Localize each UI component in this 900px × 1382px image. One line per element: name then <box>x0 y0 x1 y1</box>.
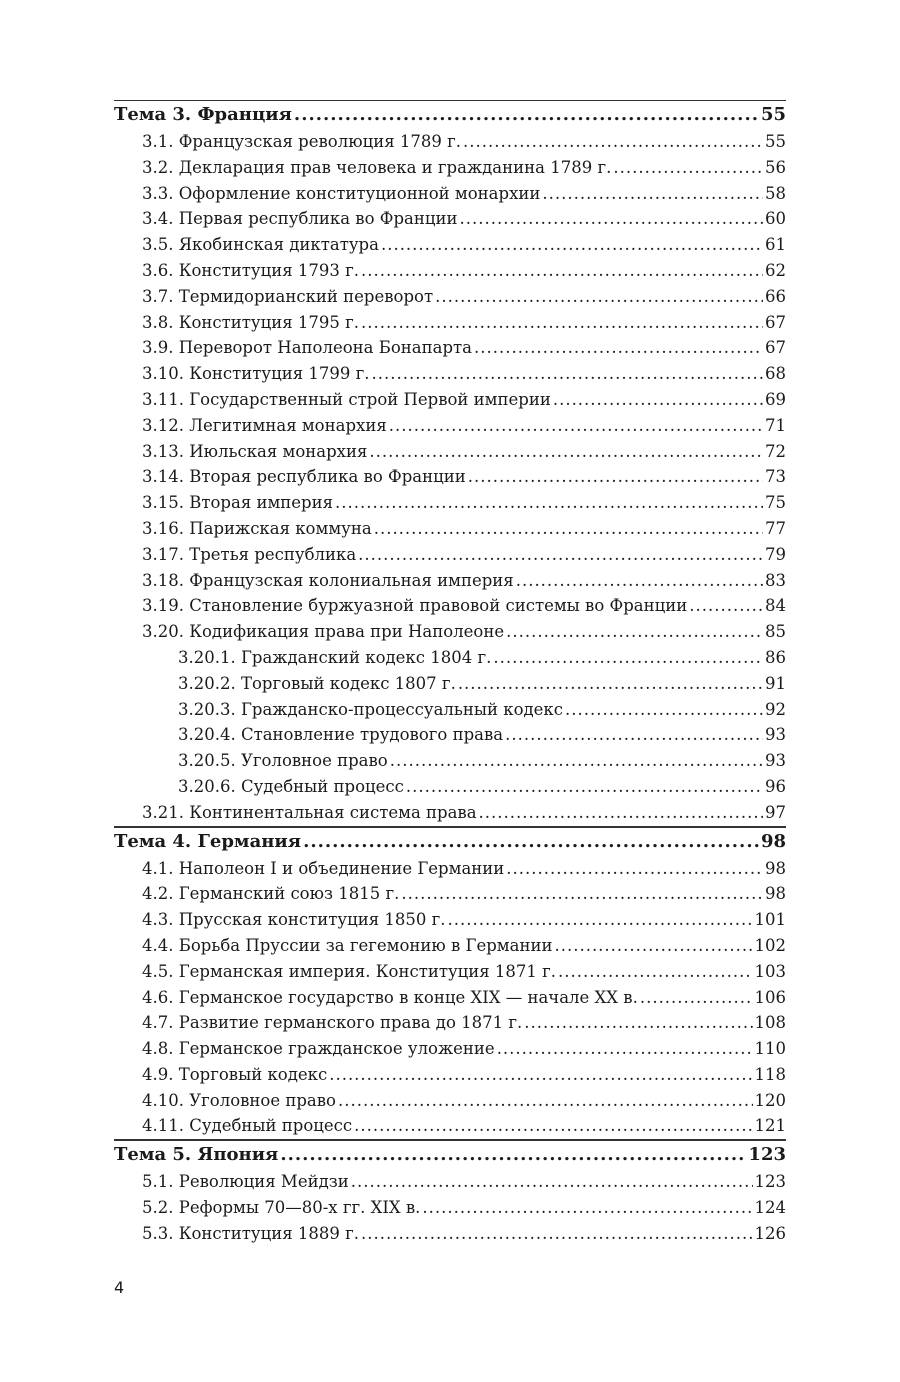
dot-leader <box>459 206 763 232</box>
dot-leader <box>493 645 763 671</box>
toc-topic-title: Тема 5. Япония <box>114 1144 279 1166</box>
toc-entry-page: 103 <box>754 961 786 981</box>
dot-leader <box>474 335 763 361</box>
toc-entry-title: 4.7. Развитие германского права до 1871 г. <box>142 1013 523 1033</box>
toc-entry-page: 124 <box>754 1198 786 1218</box>
dot-leader <box>463 129 763 155</box>
toc-topic-page: 98 <box>760 830 786 852</box>
dot-leader <box>374 516 763 542</box>
toc-topic-title: Тема 4. Германия <box>114 830 302 852</box>
toc-entry-title: 3.20. Кодификация права при Наполеоне <box>142 622 505 642</box>
toc-entry-title: 3.5. Якобинская диктатура <box>142 235 379 255</box>
dot-leader <box>435 284 763 310</box>
toc-entry[interactable] <box>114 413 786 439</box>
toc-entry-title: 4.6. Германское государство в конце XIX — начале XX в. <box>142 987 638 1007</box>
toc-entry-page: 67 <box>765 312 786 332</box>
toc-entry[interactable] <box>114 516 786 542</box>
dot-leader <box>497 1036 753 1062</box>
toc-entry-page: 91 <box>765 673 786 693</box>
toc-entry-title: 4.8. Германское гражданское уложение <box>142 1039 495 1059</box>
toc-entry-page: 71 <box>765 415 786 435</box>
toc-entry-page: 56 <box>765 157 786 177</box>
toc-entry-page: 84 <box>765 596 786 616</box>
toc-entry-title: 3.20.1. Гражданский кодекс 1804 г. <box>178 647 492 667</box>
dot-leader <box>361 310 763 336</box>
toc-entry[interactable] <box>114 1195 786 1221</box>
toc-entry-page: 98 <box>765 858 786 878</box>
dot-leader <box>689 593 763 619</box>
toc-entry-page: 93 <box>765 751 786 771</box>
toc-entry-title: 4.9. Торговый кодекс <box>142 1064 328 1084</box>
dot-leader <box>361 1221 752 1247</box>
toc-entry-page: 97 <box>765 802 786 822</box>
table-of-contents <box>114 100 786 1247</box>
toc-entry[interactable] <box>114 907 786 933</box>
toc-entry-page: 73 <box>765 467 786 487</box>
toc-entry[interactable] <box>114 722 786 748</box>
toc-entry[interactable] <box>114 568 786 594</box>
toc-entry-title: 4.4. Борьба Пруссии за гегемонию в Германии <box>142 935 553 955</box>
toc-entry[interactable] <box>114 155 786 181</box>
toc-entry-title: 3.14. Вторая республика во Франции <box>142 467 466 487</box>
toc-entry-title: 3.20.2. Торговый кодекс 1807 г. <box>178 673 456 693</box>
dot-leader <box>468 464 763 490</box>
toc-entry-page: 110 <box>754 1039 786 1059</box>
toc-entry-page: 79 <box>765 544 786 564</box>
toc-entry-page: 96 <box>765 776 786 796</box>
toc-entry-page: 85 <box>765 622 786 642</box>
toc-entry[interactable] <box>114 933 786 959</box>
toc-entry[interactable] <box>114 959 786 985</box>
dot-leader <box>390 748 763 774</box>
dot-leader <box>372 361 763 387</box>
toc-entry-title: 3.17. Третья республика <box>142 544 357 564</box>
dot-leader <box>505 722 763 748</box>
toc-entry-page: 62 <box>765 260 786 280</box>
dot-leader <box>381 232 763 258</box>
toc-entry[interactable] <box>114 284 786 310</box>
dot-leader <box>613 155 763 181</box>
toc-entry-page: 106 <box>754 987 786 1007</box>
toc-entry-title: 3.19. Становление буржуазной правовой системы во Франции <box>142 596 688 616</box>
toc-entry[interactable] <box>114 697 786 723</box>
dot-leader <box>506 856 763 882</box>
toc-topic-page: 55 <box>760 104 786 125</box>
dot-leader <box>351 1169 753 1195</box>
toc-entry-page: 66 <box>765 286 786 306</box>
toc-entry[interactable] <box>114 1221 786 1247</box>
dot-leader <box>354 1113 752 1139</box>
toc-entry-title: 3.21. Континентальная система права <box>142 802 477 822</box>
toc-topic-heading[interactable] <box>114 100 786 129</box>
page-number: 4 <box>114 1278 125 1297</box>
toc-entry-title: 3.20.4. Становление трудового права <box>178 725 504 745</box>
toc-entry[interactable] <box>114 129 786 155</box>
toc-entry-title: 4.3. Прусская конституция 1850 г. <box>142 910 446 930</box>
dot-leader <box>303 828 759 856</box>
toc-topic-heading[interactable] <box>114 1140 786 1169</box>
toc-entry-page: 92 <box>765 699 786 719</box>
toc-entry-title: 5.1. Революция Мейдзи <box>142 1172 349 1192</box>
toc-entry[interactable] <box>114 361 786 387</box>
toc-entry[interactable] <box>114 985 786 1011</box>
toc-entry[interactable] <box>114 310 786 336</box>
toc-entry[interactable] <box>114 1062 786 1088</box>
toc-topic-page: 123 <box>748 1144 786 1166</box>
toc-entry-title: 5.2. Реформы 70—80-х гг. XIX в. <box>142 1198 421 1218</box>
toc-entry-title: 3.12. Легитимная монархия <box>142 415 387 435</box>
dot-leader <box>422 1195 752 1221</box>
toc-entry[interactable] <box>114 1113 786 1139</box>
toc-entry-title: 3.15. Вторая империя <box>142 493 334 513</box>
toc-section <box>114 1140 786 1246</box>
toc-entry[interactable] <box>114 1169 786 1195</box>
dot-leader <box>554 933 752 959</box>
dot-leader <box>294 101 759 129</box>
toc-entry-page: 69 <box>765 389 786 409</box>
toc-entry[interactable] <box>114 1036 786 1062</box>
toc-entry[interactable] <box>114 856 786 882</box>
toc-entry[interactable] <box>114 490 786 516</box>
toc-entry-title: 3.20.5. Уголовное право <box>178 751 388 771</box>
toc-entry[interactable] <box>114 1010 786 1036</box>
dot-leader <box>329 1062 752 1088</box>
dot-leader <box>448 907 753 933</box>
toc-entry-title: 3.9. Переворот Наполеона Бонапарта <box>142 338 472 358</box>
dot-leader <box>553 387 763 413</box>
toc-entry[interactable] <box>114 206 786 232</box>
toc-entry-page: 67 <box>765 338 786 358</box>
toc-entry-title: 3.2. Декларация прав человека и гражданина 1789 г. <box>142 157 612 177</box>
dot-leader <box>565 697 763 723</box>
toc-entry-title: 4.10. Уголовное право <box>142 1090 336 1110</box>
dot-leader <box>358 542 763 568</box>
toc-entry-page: 118 <box>754 1064 786 1084</box>
toc-entry[interactable] <box>114 181 786 207</box>
toc-entry-title: 3.20.6. Судебный процесс <box>178 776 404 796</box>
toc-entry[interactable] <box>114 542 786 568</box>
toc-entry-page: 83 <box>765 570 786 590</box>
toc-entry-title: 3.11. Государственный строй Первой империи <box>142 389 551 409</box>
toc-entry-title: 3.20.3. Гражданско-процессуальный кодекс <box>178 699 563 719</box>
toc-entry-page: 101 <box>754 910 786 930</box>
toc-entry-page: 72 <box>765 441 786 461</box>
dot-leader <box>361 258 763 284</box>
dot-leader <box>401 881 763 907</box>
toc-entry-title: 3.18. Французская колониальная империя <box>142 570 514 590</box>
toc-entry[interactable] <box>114 335 786 361</box>
toc-entry-title: 5.3. Конституция 1889 г. <box>142 1223 360 1243</box>
toc-entry-title: 3.13. Июльская монархия <box>142 441 368 461</box>
toc-entry-title: 3.16. Парижская коммуна <box>142 518 372 538</box>
dot-leader <box>406 774 763 800</box>
toc-entry-title: 4.11. Судебный процесс <box>142 1116 353 1136</box>
toc-entry[interactable] <box>114 593 786 619</box>
toc-entry-title: 4.2. Германский союз 1815 г. <box>142 884 400 904</box>
toc-entry[interactable] <box>114 1088 786 1114</box>
dot-leader <box>335 490 763 516</box>
dot-leader <box>506 619 763 645</box>
toc-entry-title: 3.10. Конституция 1799 г. <box>142 364 370 384</box>
toc-entry[interactable] <box>114 774 786 800</box>
dot-leader <box>369 439 763 465</box>
dot-leader <box>524 1010 752 1036</box>
toc-entry-title: 3.4. Первая республика во Франции <box>142 209 458 229</box>
toc-entry[interactable] <box>114 800 786 826</box>
toc-entry[interactable] <box>114 439 786 465</box>
toc-entry-page: 108 <box>754 1013 786 1033</box>
toc-entry-page: 61 <box>765 235 786 255</box>
toc-entry[interactable] <box>114 619 786 645</box>
toc-entry-title: 3.7. Термидорианский переворот <box>142 286 434 306</box>
toc-entry-title: 3.6. Конституция 1793 г. <box>142 260 360 280</box>
dot-leader <box>458 671 763 697</box>
toc-topic-heading[interactable] <box>114 827 786 856</box>
toc-entry[interactable] <box>114 464 786 490</box>
toc-entry[interactable] <box>114 881 786 907</box>
dot-leader <box>558 959 752 985</box>
toc-entry-page: 60 <box>765 209 786 229</box>
toc-entry-page: 86 <box>765 647 786 667</box>
dot-leader <box>338 1088 753 1114</box>
toc-entry-page: 102 <box>754 935 786 955</box>
toc-entry-title: 3.8. Конституция 1795 г. <box>142 312 360 332</box>
dot-leader <box>516 568 763 594</box>
toc-entry-page: 75 <box>765 493 786 513</box>
toc-entry-page: 123 <box>754 1172 786 1192</box>
toc-entry-page: 55 <box>765 132 786 151</box>
toc-section <box>114 827 786 1141</box>
toc-entry-page: 120 <box>754 1090 786 1110</box>
toc-entry[interactable] <box>114 258 786 284</box>
toc-entry-page: 77 <box>765 518 786 538</box>
toc-entry-page: 68 <box>765 364 786 384</box>
toc-entry-title: 4.5. Германская империя. Конституция 1871 г. <box>142 961 557 981</box>
toc-entry-title: 3.3. Оформление конституционной монархии <box>142 183 541 203</box>
toc-entry[interactable] <box>114 748 786 774</box>
toc-entry-title: 4.1. Наполеон I и объединение Германии <box>142 858 505 878</box>
dot-leader <box>280 1141 746 1169</box>
toc-entry-title: 3.1. Французская революция 1789 г. <box>142 132 461 151</box>
toc-topic-title: Тема 3. Франция <box>114 104 292 125</box>
dot-leader <box>389 413 763 439</box>
toc-entry[interactable] <box>114 671 786 697</box>
toc-entry[interactable] <box>114 232 786 258</box>
toc-entry-page: 93 <box>765 725 786 745</box>
toc-entry-page: 121 <box>754 1116 786 1136</box>
toc-entry-page: 58 <box>765 183 786 203</box>
toc-entry[interactable] <box>114 387 786 413</box>
toc-entry-page: 126 <box>754 1223 786 1243</box>
toc-entry[interactable] <box>114 645 786 671</box>
dot-leader <box>542 181 763 207</box>
toc-section <box>114 100 786 827</box>
toc-entry-page: 98 <box>765 884 786 904</box>
dot-leader <box>640 985 753 1011</box>
dot-leader <box>479 800 763 826</box>
